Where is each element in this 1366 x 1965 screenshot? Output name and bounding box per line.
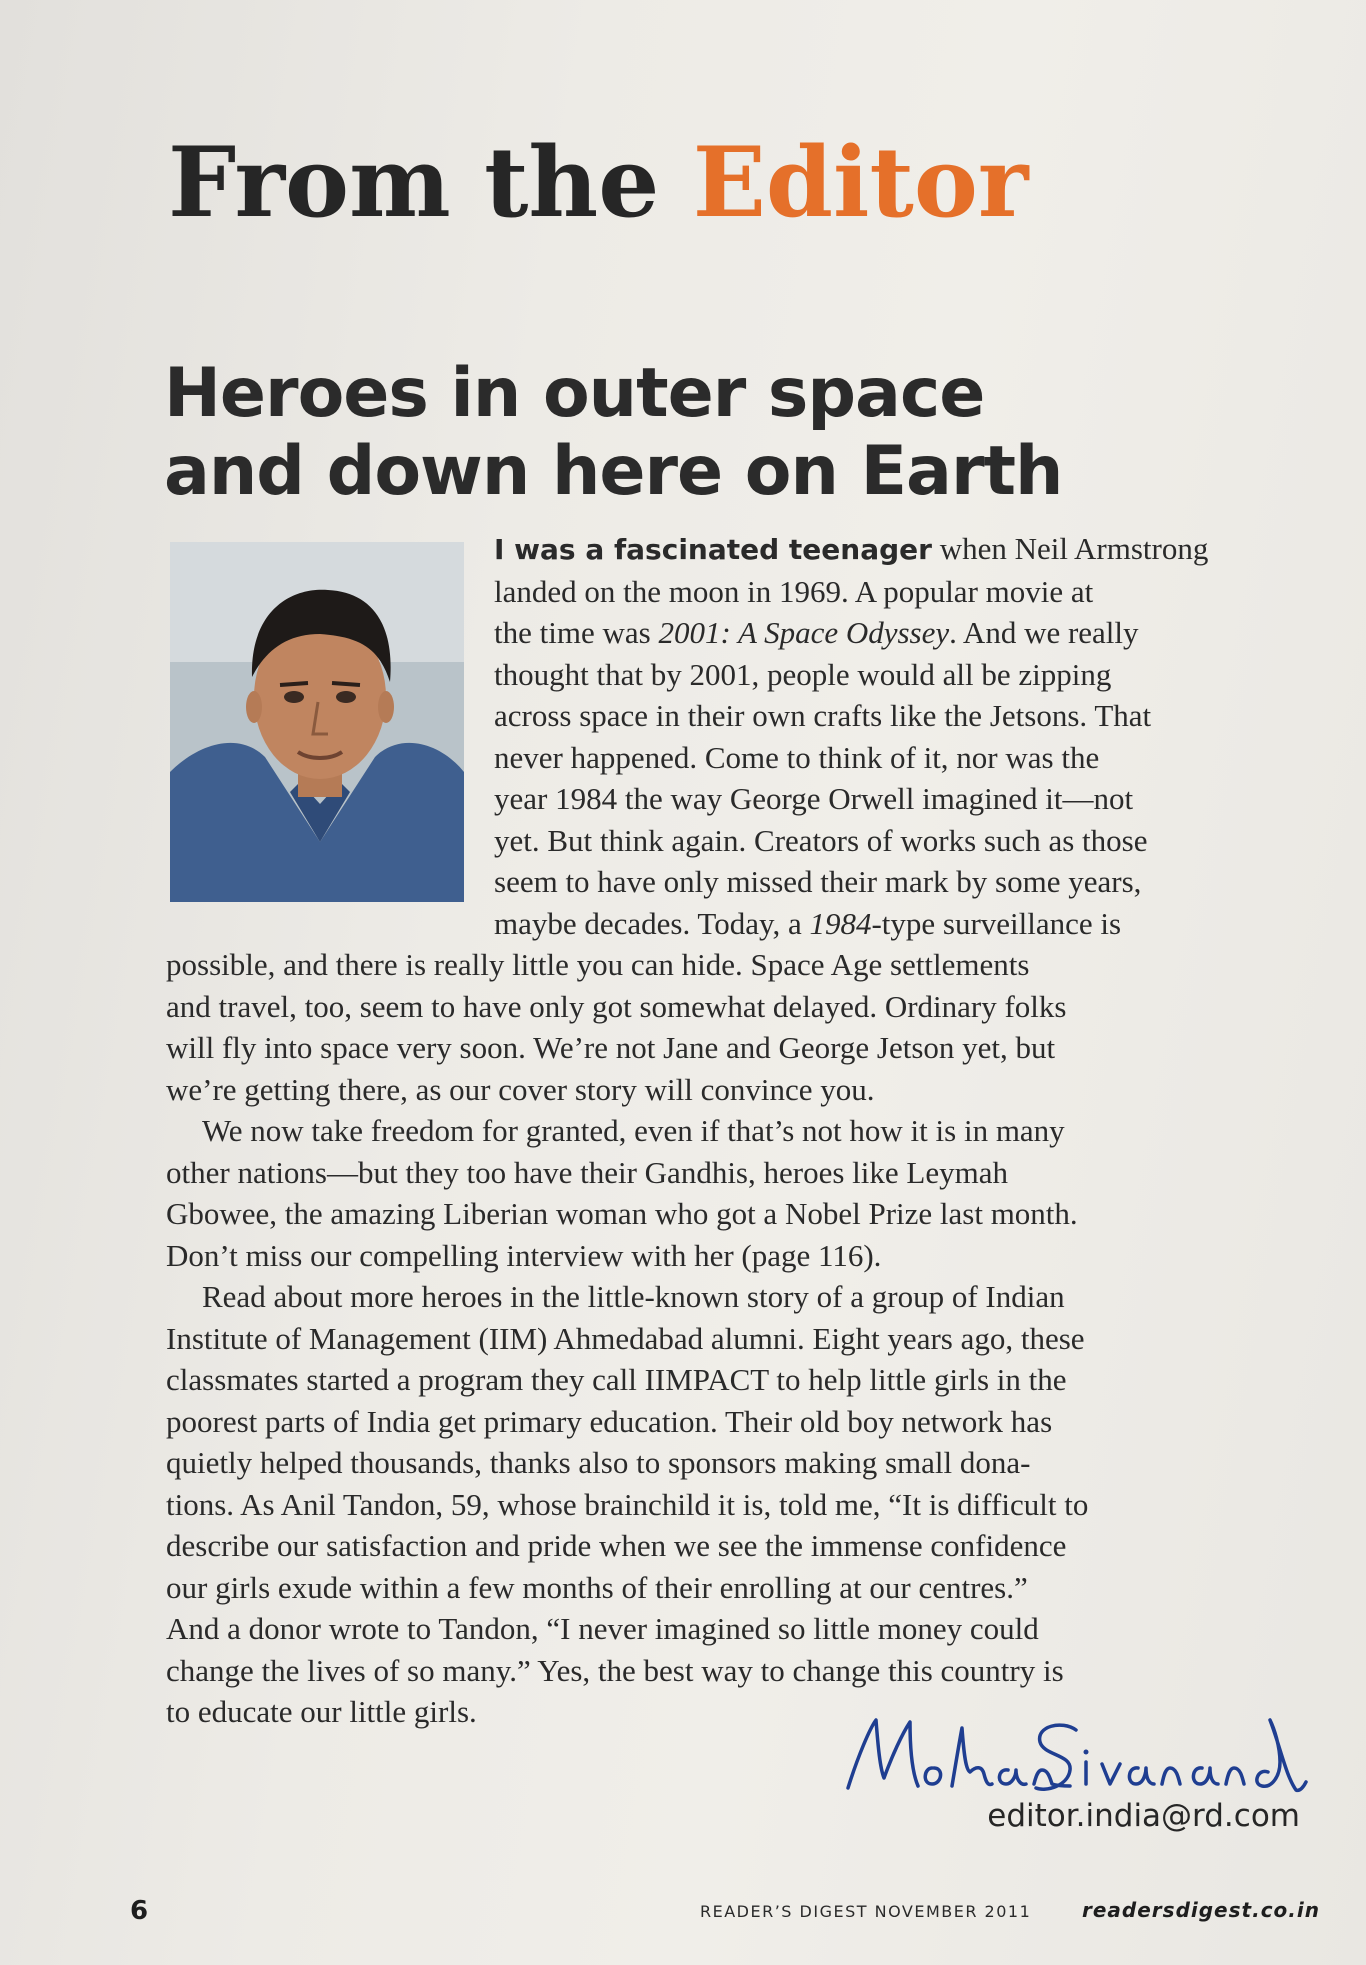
website-link[interactable]: readersdigest.co.in <box>1082 1898 1320 1922</box>
article-line: quietly helped thousands, thanks also to sponsors making small dona- <box>166 1445 1031 1480</box>
article-line: our girls exude within a few months of their enrolling at our centres.” <box>166 1569 1028 1605</box>
page-footer <box>0 1896 1366 1936</box>
article-headline <box>164 355 1214 511</box>
editor-email[interactable]: editor.india@rd.com <box>987 1798 1300 1834</box>
article-line: thought that by 2001, people would all be zipping <box>494 656 1112 692</box>
article-line: poorest parts of India get primary education. Their old boy network has <box>166 1403 1053 1439</box>
article-line: maybe decades. Today, a 1984-type surveillance is <box>494 905 1122 941</box>
article-line: we’re getting there, as our cover story will convince you. <box>166 1071 875 1107</box>
editor-signature <box>840 1706 1310 1806</box>
article-line: tions. As Anil Tandon, 59, whose brainchild it is, told me, “It is difficult to <box>166 1486 1089 1522</box>
article-line: Gbowee, the amazing Liberian woman who got a Nobel Prize last month. <box>166 1196 1078 1231</box>
article-line: seem to have only missed their mark by some years, <box>494 864 1142 899</box>
article-line: And a donor wrote to Tandon, “I never imagined so little money could <box>166 1611 1039 1646</box>
article-line: Don’t miss our compelling interview with her (page 116). <box>166 1237 882 1273</box>
masthead-prefix: From the <box>168 126 660 239</box>
article-line: will fly into space very soon. We’re not Jane and George Jetson yet, but <box>166 1030 1056 1065</box>
article-line: landed on the moon in 1969. A popular movie at <box>494 573 1094 609</box>
headline-line: and down here on Earth <box>164 432 1063 511</box>
article-line: yet. But think again. Creators of works such as those <box>494 822 1148 858</box>
article-line: I was a fascinated teenager when Neil Armstrong <box>494 531 1209 566</box>
page-number: 6 <box>130 1896 149 1926</box>
article-line: across space in their own crafts like the Jetsons. That <box>494 698 1152 733</box>
article-line: other nations—but they too have their Gandhis, heroes like Leymah <box>166 1154 1008 1190</box>
article-line: never happened. Come to think of it, nor was the <box>494 739 1100 775</box>
article-lead: I was a fascinated teenager <box>494 533 932 566</box>
article-body <box>166 528 1332 1733</box>
article-line: Institute of Management (IIM) Ahmedabad alumni. Eight years ago, these <box>166 1320 1085 1356</box>
article-line: Read about more heroes in the little-known story of a group of Indian <box>202 1279 1065 1314</box>
book-title: 1984 <box>809 905 872 941</box>
section-masthead <box>168 128 1028 238</box>
handwritten-signature-icon <box>840 1706 1310 1806</box>
masthead-accent: Editor <box>692 126 1029 239</box>
article-line: the time was 2001: A Space Odyssey. And we really <box>494 615 1139 650</box>
article-line: classmates started a program they call IIMPACT to help little girls in the <box>166 1362 1067 1397</box>
article-line: and travel, too, seem to have only got somewhat delayed. Ordinary folks <box>166 988 1067 1024</box>
article-line: to educate our little girls. <box>166 1694 477 1729</box>
film-title: 2001: A Space Odyssey <box>658 615 950 650</box>
publication-issue: READER’S DIGEST NOVEMBER 2011 <box>700 1902 1032 1921</box>
article-line: possible, and there is really little you can hide. Space Age settlements <box>166 947 1030 982</box>
article-line: describe our satisfaction and pride when we see the immense confidence <box>166 1528 1067 1563</box>
article-line: year 1984 the way George Orwell imagined it—not <box>494 781 1134 816</box>
article-line: We now take freedom for granted, even if that’s not how it is in many <box>202 1113 1065 1148</box>
article-line: change the lives of so many.” Yes, the best way to change this country is <box>166 1652 1064 1688</box>
headline-line: Heroes in outer space <box>164 354 985 433</box>
